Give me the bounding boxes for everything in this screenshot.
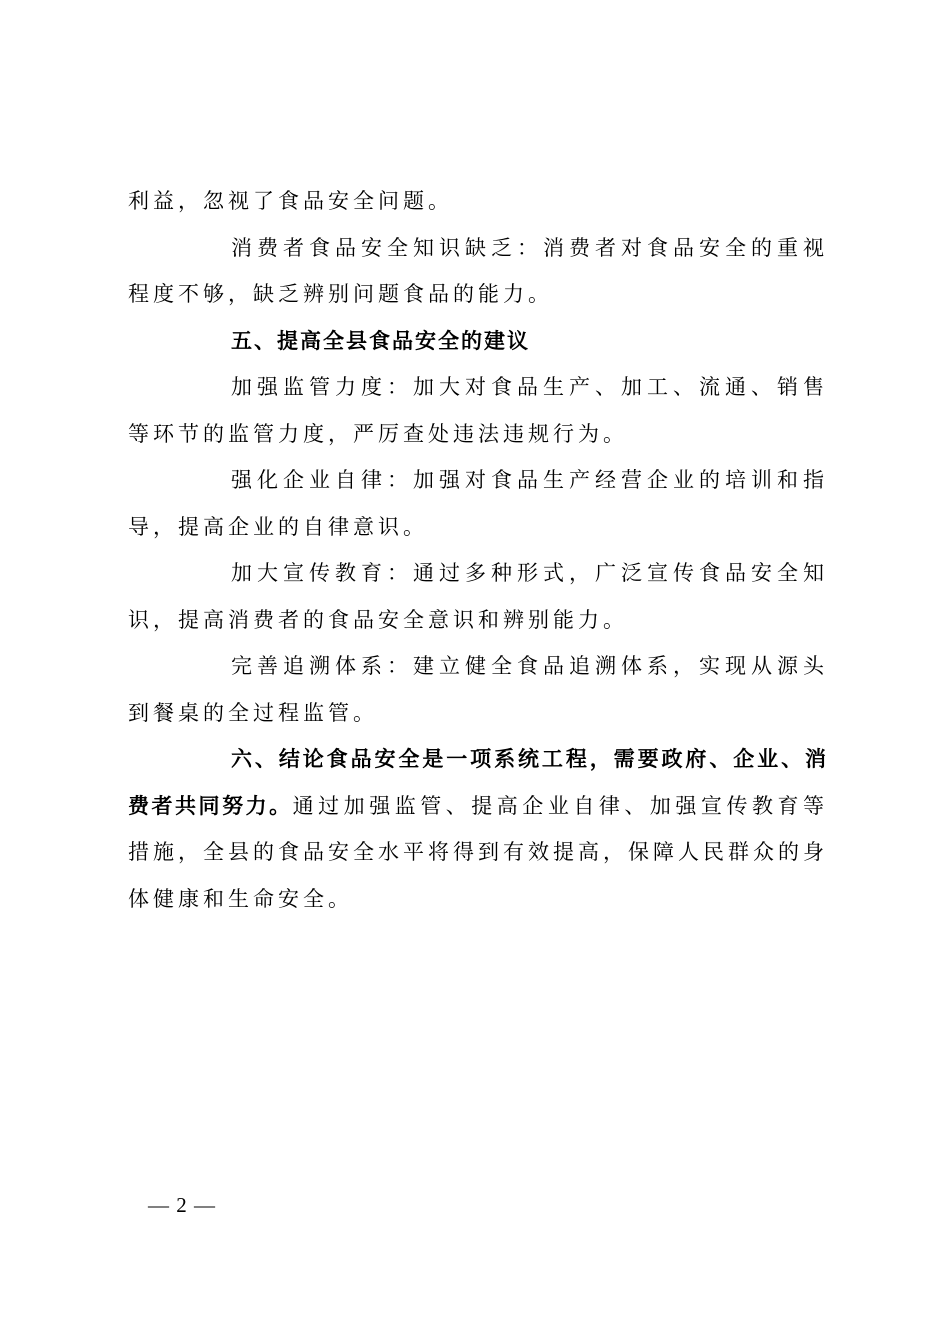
paragraph-publicity-education: 加大宣传教育：通过多种形式，广泛宣传食品安全知识，提高消费者的食品安全意识和辨别能力。 <box>128 561 828 632</box>
paragraph-consumer-knowledge: 消费者食品安全知识缺乏：消费者对食品安全的重视程度不够，缺乏辨别问题食品的能力。 <box>128 235 828 306</box>
page-number: — 2 — <box>148 1193 216 1217</box>
section-heading-five: 五、提高全县食品安全的建议 <box>231 328 530 353</box>
paragraph-continuation: 利益，忽视了食品安全问题。 <box>128 189 453 213</box>
paragraph-strengthen-supervision: 加强监管力度：加大对食品生产、加工、流通、销售等环节的监管力度，严厉查处违法违规行为。 <box>128 375 828 446</box>
paragraph-enterprise-self-discipline: 强化企业自律：加强对食品生产经营企业的培训和指导，提高企业的自律意识。 <box>128 468 828 539</box>
paragraph-traceability-system: 完善追溯体系：建立健全食品追溯体系，实现从源头到餐桌的全过程监管。 <box>128 654 828 725</box>
document-body <box>128 178 828 922</box>
paragraph-conclusion <box>128 736 828 922</box>
section-heading-six: 六、结论食品安全是一项系统工程，需要政府、企业、消费者共同努力。 <box>128 747 828 818</box>
conclusion-text: 通过加强监管、提高企业自律、加强宣传教育等措施，全县的食品安全水平将得到有效提高，保障人民群众的身体健康和生命安全。 <box>128 793 829 911</box>
